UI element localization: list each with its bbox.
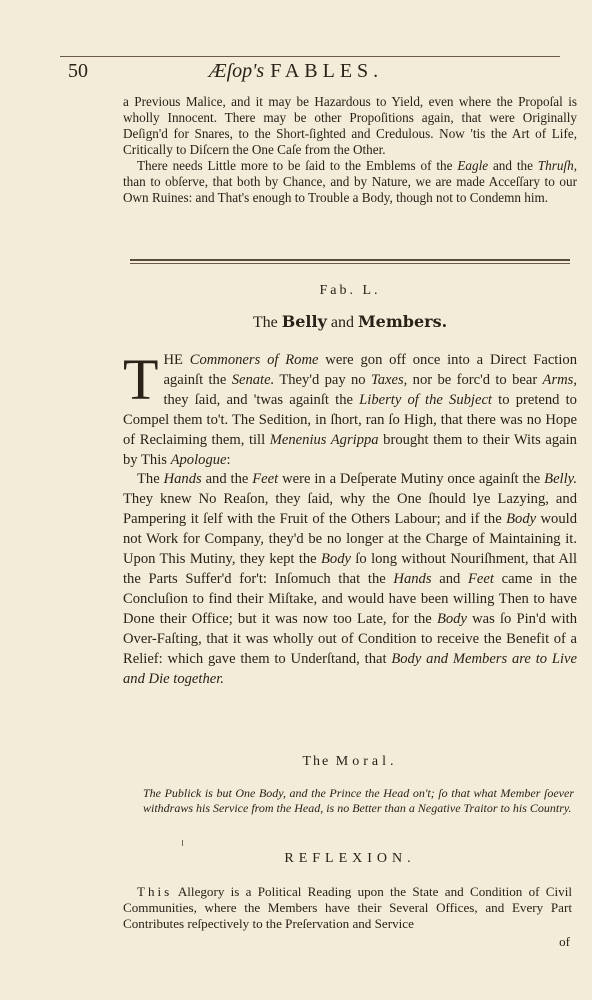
reflexion-text bbox=[123, 884, 572, 932]
section-rule-thin bbox=[130, 263, 570, 264]
paragraph: There needs Little more to be ſaid to the Emblems of the Eagle and the Thruſh, than to obſerve, that both by Chance, and by Nature, we are made Acceſſary to our Own Ruines: and That's enough to Trouble a Body, though not to Condemn him. bbox=[123, 158, 577, 205]
paragraph: a Previous Malice, and it may be Hazardous to Yield, even where the Propoſal is wholly Innocent. There may be other Propoſitions again, that were Originally Deſign'd for Snares, to the Short-ſighted and Credulous. Now 'tis the Art of Life, Critically to Diſcern the One Caſe from the Other. bbox=[123, 94, 577, 157]
paragraph: The Hands and the Feet were in a Deſperate Mutiny once againſt the Belly. They knew No Reaſon, they ſaid, why the One ſhould lye Lazying, and Pampering it ſelf with the Fruit of the Others Labour; and if the Body would not Work for Company, they'd be no longer at the Charge of Maintaining it. Upon This Mutiny, they kept the Body ſo long without Nouriſhment, that All the Parts Suffer'd for't: Inſomuch that the Hands and Feet came in the Concluſion to find their Miſtake, and would have been willing Then to have Done their Office; but it was now too Late, for the Body was ſo Pin'd with Over-Faſting, that it was wholly out of Condition to receive the Benefit of a Relief: which gave them to Underſtand, that Body and Members are to Live and Die together. bbox=[123, 471, 578, 687]
title-belly: Belly bbox=[281, 312, 327, 331]
page-number: 50 bbox=[68, 60, 88, 82]
page-header bbox=[0, 60, 592, 90]
paragraph: THE Commoners of Rome were gon off once into a Direct Faction againſt the Senate. They'd pay no Taxes, nor be forc'd to bear Arms, they ſaid, and 'twas againſt the Liberty of the Subject to pretend to Compel them to't. The Sedition, in ſhort, ran ſo High, that there was no Hope of Reclaiming them, till Menenius Agrippa brought them to their Wits again by This Apologue: bbox=[123, 347, 577, 468]
moral-heading: The Moral. bbox=[302, 754, 398, 769]
running-title bbox=[0, 60, 592, 83]
paragraph: This Allegory is a Political Reading upon the State and Condition of Civil Communities, where the Members have their Several Offices, and Every Part Contributes reſpectively to the Preſervation and Service bbox=[123, 884, 572, 931]
running-title-fables: FABLES. bbox=[270, 60, 384, 82]
section-rule bbox=[130, 259, 570, 261]
catchword: of bbox=[559, 934, 570, 949]
header-rule bbox=[60, 56, 560, 57]
preceding-fable-text bbox=[123, 94, 577, 206]
fable-title: The Belly and Members. bbox=[252, 312, 448, 331]
ornament-mark bbox=[182, 840, 183, 846]
fable-body bbox=[123, 347, 578, 689]
title-members: Members. bbox=[357, 312, 448, 331]
reflexion-heading: REFLEXION. bbox=[284, 851, 416, 866]
fable-number: Fab. L. bbox=[319, 283, 381, 298]
running-title-author: Æſop's bbox=[208, 60, 265, 82]
moral-text: The Publick is but One Body, and the Prince the Head on't; ſo that what Member ſoever withdraws his Service from the Head, is no Better than a Negative Traitor to his Country. bbox=[143, 786, 574, 815]
drop-cap: T bbox=[123, 347, 159, 412]
